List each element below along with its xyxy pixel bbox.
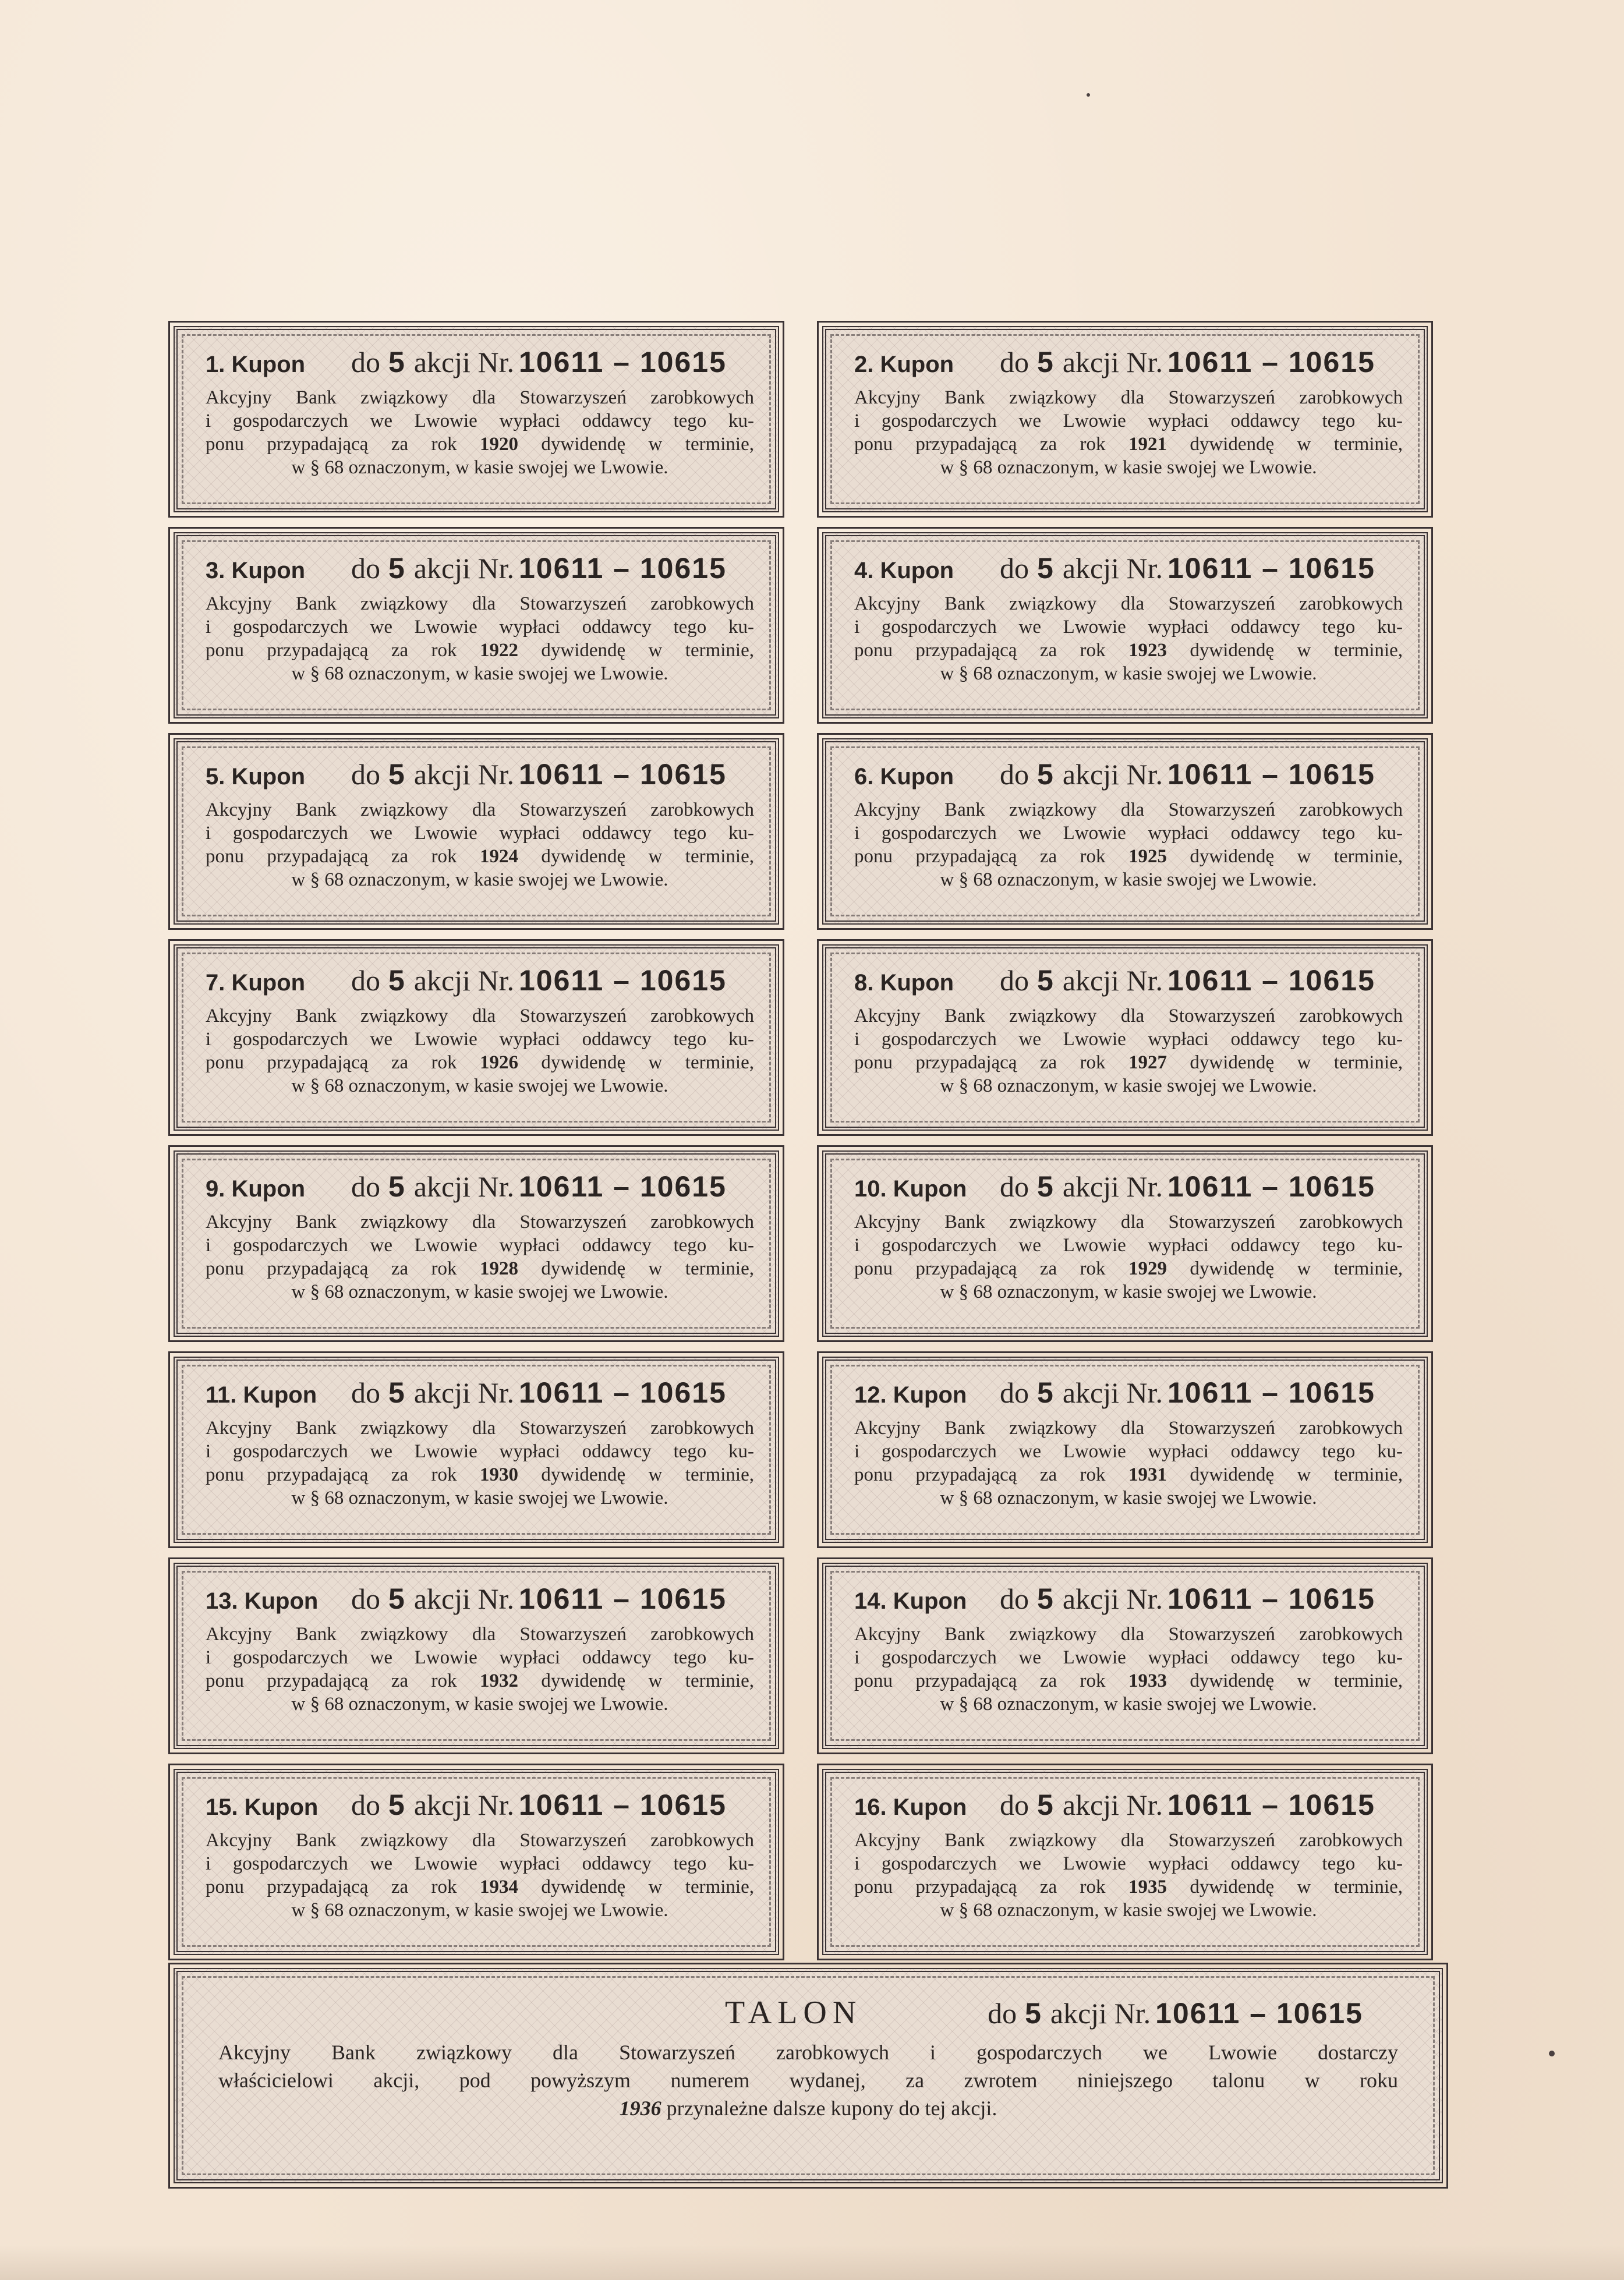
coupon-header (854, 1376, 1403, 1411)
coupon-text-line-4: w § 68 oznaczonym, w kasie swojej we Lwowie. (291, 1694, 668, 1715)
coupon-text-line-3-post: dywidendę w terminie, (1190, 846, 1403, 867)
coupon-text-line-2: i gospodarczych we Lwowie wypłaci oddawcy tego ku- (206, 1853, 754, 1874)
coupon-text (206, 1623, 754, 1716)
coupon-share-count: 5 (1037, 1170, 1053, 1203)
coupon-share-range: 10611 – 10615 (1167, 1170, 1375, 1203)
coupon-do-label: do (351, 964, 380, 997)
coupon-akcji-label: akcji Nr. (413, 758, 514, 791)
coupon-text-line-3 (206, 1875, 754, 1899)
coupon-year: 1920 (479, 434, 518, 455)
coupon-do-label: do (1000, 346, 1029, 378)
coupon-share-count: 5 (1037, 964, 1053, 997)
coupon-share-range: 10611 – 10615 (518, 1170, 727, 1203)
coupon-number: 16. Kupon (854, 1794, 967, 1820)
coupon-year: 1924 (479, 846, 518, 867)
coupon-year: 1932 (479, 1670, 518, 1691)
coupon-text (854, 592, 1403, 685)
coupon-akcji-label: akcji Nr. (1062, 346, 1163, 378)
coupon-do-label: do (351, 1582, 380, 1615)
coupon-share-count: 5 (388, 1789, 405, 1821)
coupon-do-label: do (1000, 1789, 1029, 1821)
coupon-text-line-3-post: dywidendę w terminie, (541, 1052, 754, 1073)
coupon-text (206, 1829, 754, 1922)
coupon-text-line-3 (854, 639, 1403, 662)
coupon-text-line-4: w § 68 oznaczonym, w kasie swojej we Lwowie. (291, 869, 668, 890)
coupon-text-line-2: i gospodarczych we Lwowie wypłaci oddawcy tego ku- (854, 410, 1403, 431)
coupon-text-line-3-pre: ponu przypadającą za rok (854, 1052, 1106, 1073)
coupon-number: 14. Kupon (854, 1588, 967, 1614)
coupon-number: 7. Kupon (206, 970, 306, 996)
coupon-do-label: do (351, 1170, 380, 1203)
coupon-text (854, 1417, 1403, 1510)
coupon-text-line-1: Akcyjny Bank związkowy dla Stowarzyszeń zarobkowych (206, 1006, 754, 1026)
coupon-do-label: do (351, 1789, 380, 1821)
coupon-5 (174, 738, 779, 925)
talon-share-count: 5 (1025, 1997, 1041, 2030)
coupon-number: 9. Kupon (206, 1176, 306, 1202)
coupon-text-line-3-pre: ponu przypadającą za rok (854, 640, 1106, 661)
coupon-text-line-1: Akcyjny Bank związkowy dla Stowarzyszeń zarobkowych (854, 387, 1403, 408)
coupon-text-line-2: i gospodarczych we Lwowie wypłaci oddawcy tego ku- (854, 1441, 1403, 1462)
coupon-14 (822, 1563, 1428, 1749)
coupon-number: 15. Kupon (206, 1794, 319, 1820)
coupon-text (206, 592, 754, 685)
coupon-text-line-1: Akcyjny Bank związkowy dla Stowarzyszeń zarobkowych (206, 1212, 754, 1233)
coupon-text-line-1: Akcyjny Bank związkowy dla Stowarzyszeń zarobkowych (854, 593, 1403, 614)
talon-share-info (988, 1996, 1363, 2030)
coupon-text-line-3-post: dywidendę w terminie, (541, 846, 754, 867)
coupon-text-line-1: Akcyjny Bank związkowy dla Stowarzyszeń zarobkowych (854, 1624, 1403, 1645)
coupon-text-line-3-pre: ponu przypadającą za rok (206, 1464, 457, 1485)
coupon-akcji-label: akcji Nr. (413, 1789, 514, 1821)
coupon-text-line-3 (206, 639, 754, 662)
coupon-text (854, 1004, 1403, 1097)
coupon-share-range: 10611 – 10615 (518, 346, 727, 378)
talon-header-inner (988, 1996, 1363, 2030)
coupon-header (854, 964, 1403, 999)
coupon-text-line-4: w § 68 oznaczonym, w kasie swojej we Lwowie. (940, 869, 1317, 890)
coupon-akcji-label: akcji Nr. (413, 1582, 514, 1615)
coupon-share-range: 10611 – 10615 (518, 1376, 727, 1409)
coupon-text-line-4: w § 68 oznaczonym, w kasie swojej we Lwowie. (940, 663, 1317, 684)
coupon-text (854, 1210, 1403, 1304)
coupon-text-line-3 (854, 433, 1403, 456)
coupon-text-line-1: Akcyjny Bank związkowy dla Stowarzyszeń zarobkowych (854, 799, 1403, 820)
coupon-text-line-2: i gospodarczych we Lwowie wypłaci oddawcy tego ku- (854, 1853, 1403, 1874)
coupon-6 (822, 738, 1428, 925)
coupon-number: 2. Kupon (854, 352, 954, 377)
coupon-text-line-3-pre: ponu przypadającą za rok (854, 846, 1106, 867)
coupon-text-line-2: i gospodarczych we Lwowie wypłaci oddawcy tego ku- (854, 1029, 1403, 1050)
coupon-text-line-3-post: dywidendę w terminie, (1190, 640, 1403, 661)
coupon-text-line-3 (206, 1463, 754, 1486)
coupon-akcji-label: akcji Nr. (1062, 1170, 1163, 1203)
coupon-share-count: 5 (388, 1170, 405, 1203)
coupon-text-line-4: w § 68 oznaczonym, w kasie swojej we Lwowie. (291, 1900, 668, 1921)
coupon-text-line-2: i gospodarczych we Lwowie wypłaci oddawcy tego ku- (854, 617, 1403, 638)
coupon-text-line-3 (854, 1257, 1403, 1280)
coupon-share-range: 10611 – 10615 (1167, 552, 1375, 585)
coupon-share-range: 10611 – 10615 (1167, 1582, 1375, 1615)
coupon-text-line-4: w § 68 oznaczonym, w kasie swojej we Lwowie. (291, 1488, 668, 1509)
coupon-text (854, 1829, 1403, 1922)
coupon-text-line-2: i gospodarczych we Lwowie wypłaci oddawcy tego ku- (206, 617, 754, 638)
coupon-year: 1935 (1128, 1877, 1167, 1897)
coupon-text-line-1: Akcyjny Bank związkowy dla Stowarzyszeń zarobkowych (854, 1212, 1403, 1233)
talon-title: TALON (725, 1995, 862, 2031)
talon-text (218, 2038, 1398, 2122)
coupon-text-line-4: w § 68 oznaczonym, w kasie swojej we Lwowie. (940, 457, 1317, 478)
coupon-year: 1930 (479, 1464, 518, 1485)
coupon-year: 1934 (479, 1877, 518, 1897)
coupon-number: 3. Kupon (206, 558, 306, 583)
coupon-text-line-3-post: dywidendę w terminie, (1190, 1258, 1403, 1279)
coupon-year: 1925 (1128, 846, 1167, 867)
coupon-text-line-3 (854, 845, 1403, 868)
coupon-text-line-3-pre: ponu przypadającą za rok (854, 1670, 1106, 1691)
coupon-8 (822, 944, 1428, 1131)
coupon-share-range: 10611 – 10615 (1167, 1789, 1375, 1821)
coupon-text-line-2: i gospodarczych we Lwowie wypłaci oddawcy tego ku- (206, 410, 754, 431)
coupon-2 (822, 326, 1428, 512)
coupon-share-range: 10611 – 10615 (1167, 758, 1375, 791)
coupon-text-line-3-pre: ponu przypadającą za rok (206, 434, 457, 455)
talon-text-line-3-rest: przynależne dalsze kupony do tej akcji. (666, 2097, 997, 2120)
coupon-text-line-3-post: dywidendę w terminie, (1190, 1877, 1403, 1897)
coupon-akcji-label: akcji Nr. (1062, 552, 1163, 585)
coupon-text-line-3-post: dywidendę w terminie, (1190, 1464, 1403, 1485)
coupon-header (206, 1170, 754, 1205)
coupon-header (854, 1170, 1403, 1205)
coupon-text-line-3-pre: ponu przypadającą za rok (206, 846, 457, 867)
coupon-text-line-1: Akcyjny Bank związkowy dla Stowarzyszeń zarobkowych (206, 1830, 754, 1851)
coupon-number: 10. Kupon (854, 1176, 967, 1202)
coupon-11 (174, 1357, 779, 1543)
talon-text-line-2: właścicielowi akcji, pod powyższym numerem wydanej, za zwrotem niniejszego talonu w roku (218, 2069, 1398, 2092)
coupon-text-line-3-post: dywidendę w terminie, (541, 1877, 754, 1897)
coupon-share-count: 5 (388, 1582, 405, 1615)
coupon-year: 1922 (479, 640, 518, 661)
coupon-text (854, 386, 1403, 479)
coupon-text-line-2: i gospodarczych we Lwowie wypłaci oddawcy tego ku- (854, 1235, 1403, 1256)
coupon-1 (174, 326, 779, 512)
talon-header (218, 1994, 1398, 2035)
coupon-text (206, 1004, 754, 1097)
coupon-text-line-4: w § 68 oznaczonym, w kasie swojej we Lwowie. (940, 1488, 1317, 1509)
coupon-text-line-3 (206, 1257, 754, 1280)
coupon-text-line-3-pre: ponu przypadającą za rok (206, 1877, 457, 1897)
coupon-header (206, 1788, 754, 1823)
coupon-text (854, 1623, 1403, 1716)
coupon-13 (174, 1563, 779, 1749)
talon-text-line-3 (218, 2094, 1398, 2122)
coupon-text-line-3 (206, 845, 754, 868)
coupon-text-line-4: w § 68 oznaczonym, w kasie swojej we Lwowie. (291, 457, 668, 478)
coupon-text-line-3-pre: ponu przypadającą za rok (854, 434, 1106, 455)
coupon-share-range: 10611 – 10615 (518, 758, 727, 791)
coupon-text-line-3-pre: ponu przypadającą za rok (854, 1464, 1106, 1485)
coupon-share-count: 5 (1037, 1376, 1053, 1409)
coupon-akcji-label: akcji Nr. (1062, 758, 1163, 791)
coupon-text-line-3-pre: ponu przypadającą za rok (854, 1258, 1106, 1279)
coupon-text-line-4: w § 68 oznaczonym, w kasie swojej we Lwowie. (940, 1694, 1317, 1715)
coupon-text-line-3-pre: ponu przypadającą za rok (206, 1258, 457, 1279)
coupon-share-range: 10611 – 10615 (1167, 346, 1375, 378)
coupon-number: 8. Kupon (854, 970, 954, 996)
coupon-text-line-3-pre: ponu przypadającą za rok (854, 1877, 1106, 1897)
coupon-header (854, 345, 1403, 380)
coupon-text-line-2: i gospodarczych we Lwowie wypłaci oddawcy tego ku- (854, 1647, 1403, 1668)
coupon-akcji-label: akcji Nr. (1062, 964, 1163, 997)
coupon-share-count: 5 (388, 758, 405, 791)
coupon-akcji-label: akcji Nr. (413, 552, 514, 585)
coupon-text-line-3-post: dywidendę w terminie, (541, 1258, 754, 1279)
coupon-do-label: do (351, 552, 380, 585)
coupon-number: 6. Kupon (854, 764, 954, 789)
coupon-text-line-2: i gospodarczych we Lwowie wypłaci oddawcy tego ku- (206, 1647, 754, 1668)
coupon-number: 1. Kupon (206, 352, 306, 377)
coupon-text-line-2: i gospodarczych we Lwowie wypłaci oddawcy tego ku- (206, 823, 754, 844)
coupon-text (206, 798, 754, 891)
coupon-number: 11. Kupon (206, 1382, 317, 1408)
coupon-text-line-1: Akcyjny Bank związkowy dla Stowarzyszeń zarobkowych (854, 1006, 1403, 1026)
coupon-akcji-label: akcji Nr. (413, 346, 514, 378)
coupon-header (854, 1788, 1403, 1823)
coupon-7 (174, 944, 779, 1131)
coupon-text-line-1: Akcyjny Bank związkowy dla Stowarzyszeń zarobkowych (854, 1830, 1403, 1851)
coupon-12 (822, 1357, 1428, 1543)
coupon-share-count: 5 (1037, 758, 1053, 791)
coupon-share-range: 10611 – 10615 (518, 1582, 727, 1615)
paper-edge-shadow (0, 2245, 1624, 2280)
coupon-header (206, 964, 754, 999)
coupon-text-line-3 (854, 1875, 1403, 1899)
coupon-text-line-1: Akcyjny Bank związkowy dla Stowarzyszeń zarobkowych (206, 593, 754, 614)
coupon-text (854, 798, 1403, 891)
talon-block (174, 1968, 1443, 2183)
coupon-text-line-3-post: dywidendę w terminie, (1190, 1670, 1403, 1691)
coupon-text-line-2: i gospodarczych we Lwowie wypłaci oddawcy tego ku- (206, 1029, 754, 1050)
coupon-text-line-3-pre: ponu przypadającą za rok (206, 1670, 457, 1691)
coupon-share-range: 10611 – 10615 (518, 964, 727, 997)
coupon-text-line-3-pre: ponu przypadającą za rok (206, 640, 457, 661)
coupon-16 (822, 1769, 1428, 1955)
coupon-text-line-3-post: dywidendę w terminie, (541, 640, 754, 661)
coupon-year: 1926 (479, 1052, 518, 1073)
coupon-text-line-3-post: dywidendę w terminie, (541, 1670, 754, 1691)
coupon-10 (822, 1150, 1428, 1337)
coupon-number: 5. Kupon (206, 764, 306, 789)
coupon-3 (174, 532, 779, 718)
coupon-do-label: do (351, 346, 380, 378)
ink-dot (1549, 2051, 1555, 2056)
coupon-text-line-3 (206, 1051, 754, 1074)
coupon-header (206, 345, 754, 380)
coupon-do-label: do (1000, 552, 1029, 585)
coupon-number: 12. Kupon (854, 1382, 967, 1408)
coupon-text-line-1: Akcyjny Bank związkowy dla Stowarzyszeń zarobkowych (206, 1418, 754, 1439)
coupon-year: 1921 (1128, 434, 1167, 455)
coupon-header (854, 551, 1403, 586)
coupon-header (206, 1582, 754, 1617)
coupon-text-line-3-pre: ponu przypadającą za rok (206, 1052, 457, 1073)
coupon-share-range: 10611 – 10615 (1167, 964, 1375, 997)
coupon-share-range: 10611 – 10615 (1167, 1376, 1375, 1409)
talon-akcji-label: akcji Nr. (1050, 1997, 1151, 2030)
coupon-year: 1933 (1128, 1670, 1167, 1691)
coupon-header (206, 551, 754, 586)
coupon-share-count: 5 (388, 552, 405, 585)
talon-do-label: do (988, 1997, 1017, 2030)
coupon-text-line-1: Akcyjny Bank związkowy dla Stowarzyszeń zarobkowych (206, 1624, 754, 1645)
coupon-15 (174, 1769, 779, 1955)
coupon-year: 1929 (1128, 1258, 1167, 1279)
coupon-akcji-label: akcji Nr. (1062, 1376, 1163, 1409)
coupon-text-line-4: w § 68 oznaczonym, w kasie swojej we Lwowie. (940, 1281, 1317, 1302)
coupon-text-line-2: i gospodarczych we Lwowie wypłaci oddawcy tego ku- (206, 1441, 754, 1462)
coupon-header (854, 1582, 1403, 1617)
coupon-akcji-label: akcji Nr. (1062, 1789, 1163, 1821)
coupon-do-label: do (1000, 758, 1029, 791)
coupon-text-line-2: i gospodarczych we Lwowie wypłaci oddawcy tego ku- (854, 823, 1403, 844)
coupon-text (206, 386, 754, 479)
coupon-text-line-3 (854, 1463, 1403, 1486)
coupon-do-label: do (351, 758, 380, 791)
coupon-text (206, 1210, 754, 1304)
coupon-text-line-3 (206, 1669, 754, 1693)
coupon-header (206, 757, 754, 792)
coupon-text-line-3 (206, 433, 754, 456)
coupon-text-line-4: w § 68 oznaczonym, w kasie swojej we Lwowie. (940, 1900, 1317, 1921)
coupon-text-line-4: w § 68 oznaczonym, w kasie swojej we Lwowie. (940, 1075, 1317, 1096)
coupon-text-line-3-post: dywidendę w terminie, (541, 434, 754, 455)
coupon-share-count: 5 (388, 346, 405, 378)
coupon-year: 1923 (1128, 640, 1167, 661)
coupon-share-count: 5 (1037, 1789, 1053, 1821)
coupon-header (854, 757, 1403, 792)
coupon-text (206, 1417, 754, 1510)
coupon-text-line-4: w § 68 oznaczonym, w kasie swojej we Lwowie. (291, 1075, 668, 1096)
coupon-text-line-2: i gospodarczych we Lwowie wypłaci oddawcy tego ku- (206, 1235, 754, 1256)
coupon-9 (174, 1150, 779, 1337)
coupon-share-range: 10611 – 10615 (518, 1789, 727, 1821)
coupon-do-label: do (351, 1376, 380, 1409)
coupon-year: 1928 (479, 1258, 518, 1279)
coupon-text-line-3-post: dywidendę w terminie, (541, 1464, 754, 1485)
coupon-text-line-3-post: dywidendę w terminie, (1190, 434, 1403, 455)
coupon-text-line-3 (854, 1669, 1403, 1693)
coupon-akcji-label: akcji Nr. (413, 1376, 514, 1409)
coupon-akcji-label: akcji Nr. (413, 1170, 514, 1203)
coupon-number: 13. Kupon (206, 1588, 319, 1614)
coupon-share-count: 5 (388, 964, 405, 997)
coupon-share-range: 10611 – 10615 (518, 552, 727, 585)
coupon-do-label: do (1000, 1376, 1029, 1409)
coupon-akcji-label: akcji Nr. (413, 964, 514, 997)
coupon-share-count: 5 (1037, 346, 1053, 378)
coupon-share-count: 5 (1037, 1582, 1053, 1615)
talon-text-line-1: Akcyjny Bank związkowy dla Stowarzyszeń zarobkowych i gospodarczych we Lwowie dostarczy (218, 2041, 1398, 2064)
coupon-year: 1927 (1128, 1052, 1167, 1073)
talon-year: 1936 (619, 2097, 661, 2120)
coupon-text-line-1: Akcyjny Bank związkowy dla Stowarzyszeń zarobkowych (854, 1418, 1403, 1439)
coupon-text-line-1: Akcyjny Bank związkowy dla Stowarzyszeń zarobkowych (206, 387, 754, 408)
coupon-do-label: do (1000, 1170, 1029, 1203)
coupon-text-line-1: Akcyjny Bank związkowy dla Stowarzyszeń zarobkowych (206, 799, 754, 820)
coupon-text-line-4: w § 68 oznaczonym, w kasie swojej we Lwowie. (291, 1281, 668, 1302)
coupon-do-label: do (1000, 964, 1029, 997)
coupon-do-label: do (1000, 1582, 1029, 1615)
coupon-year: 1931 (1128, 1464, 1167, 1485)
coupon-header (206, 1376, 754, 1411)
coupon-text-line-3 (854, 1051, 1403, 1074)
coupon-text-line-3-post: dywidendę w terminie, (1190, 1052, 1403, 1073)
coupon-akcji-label: akcji Nr. (1062, 1582, 1163, 1615)
coupon-share-count: 5 (1037, 552, 1053, 585)
coupon-number: 4. Kupon (854, 558, 954, 583)
coupon-4 (822, 532, 1428, 718)
ink-dot (1087, 93, 1090, 97)
talon-share-range: 10611 – 10615 (1155, 1997, 1363, 2030)
coupon-text-line-4: w § 68 oznaczonym, w kasie swojej we Lwowie. (291, 663, 668, 684)
coupon-share-count: 5 (388, 1376, 405, 1409)
